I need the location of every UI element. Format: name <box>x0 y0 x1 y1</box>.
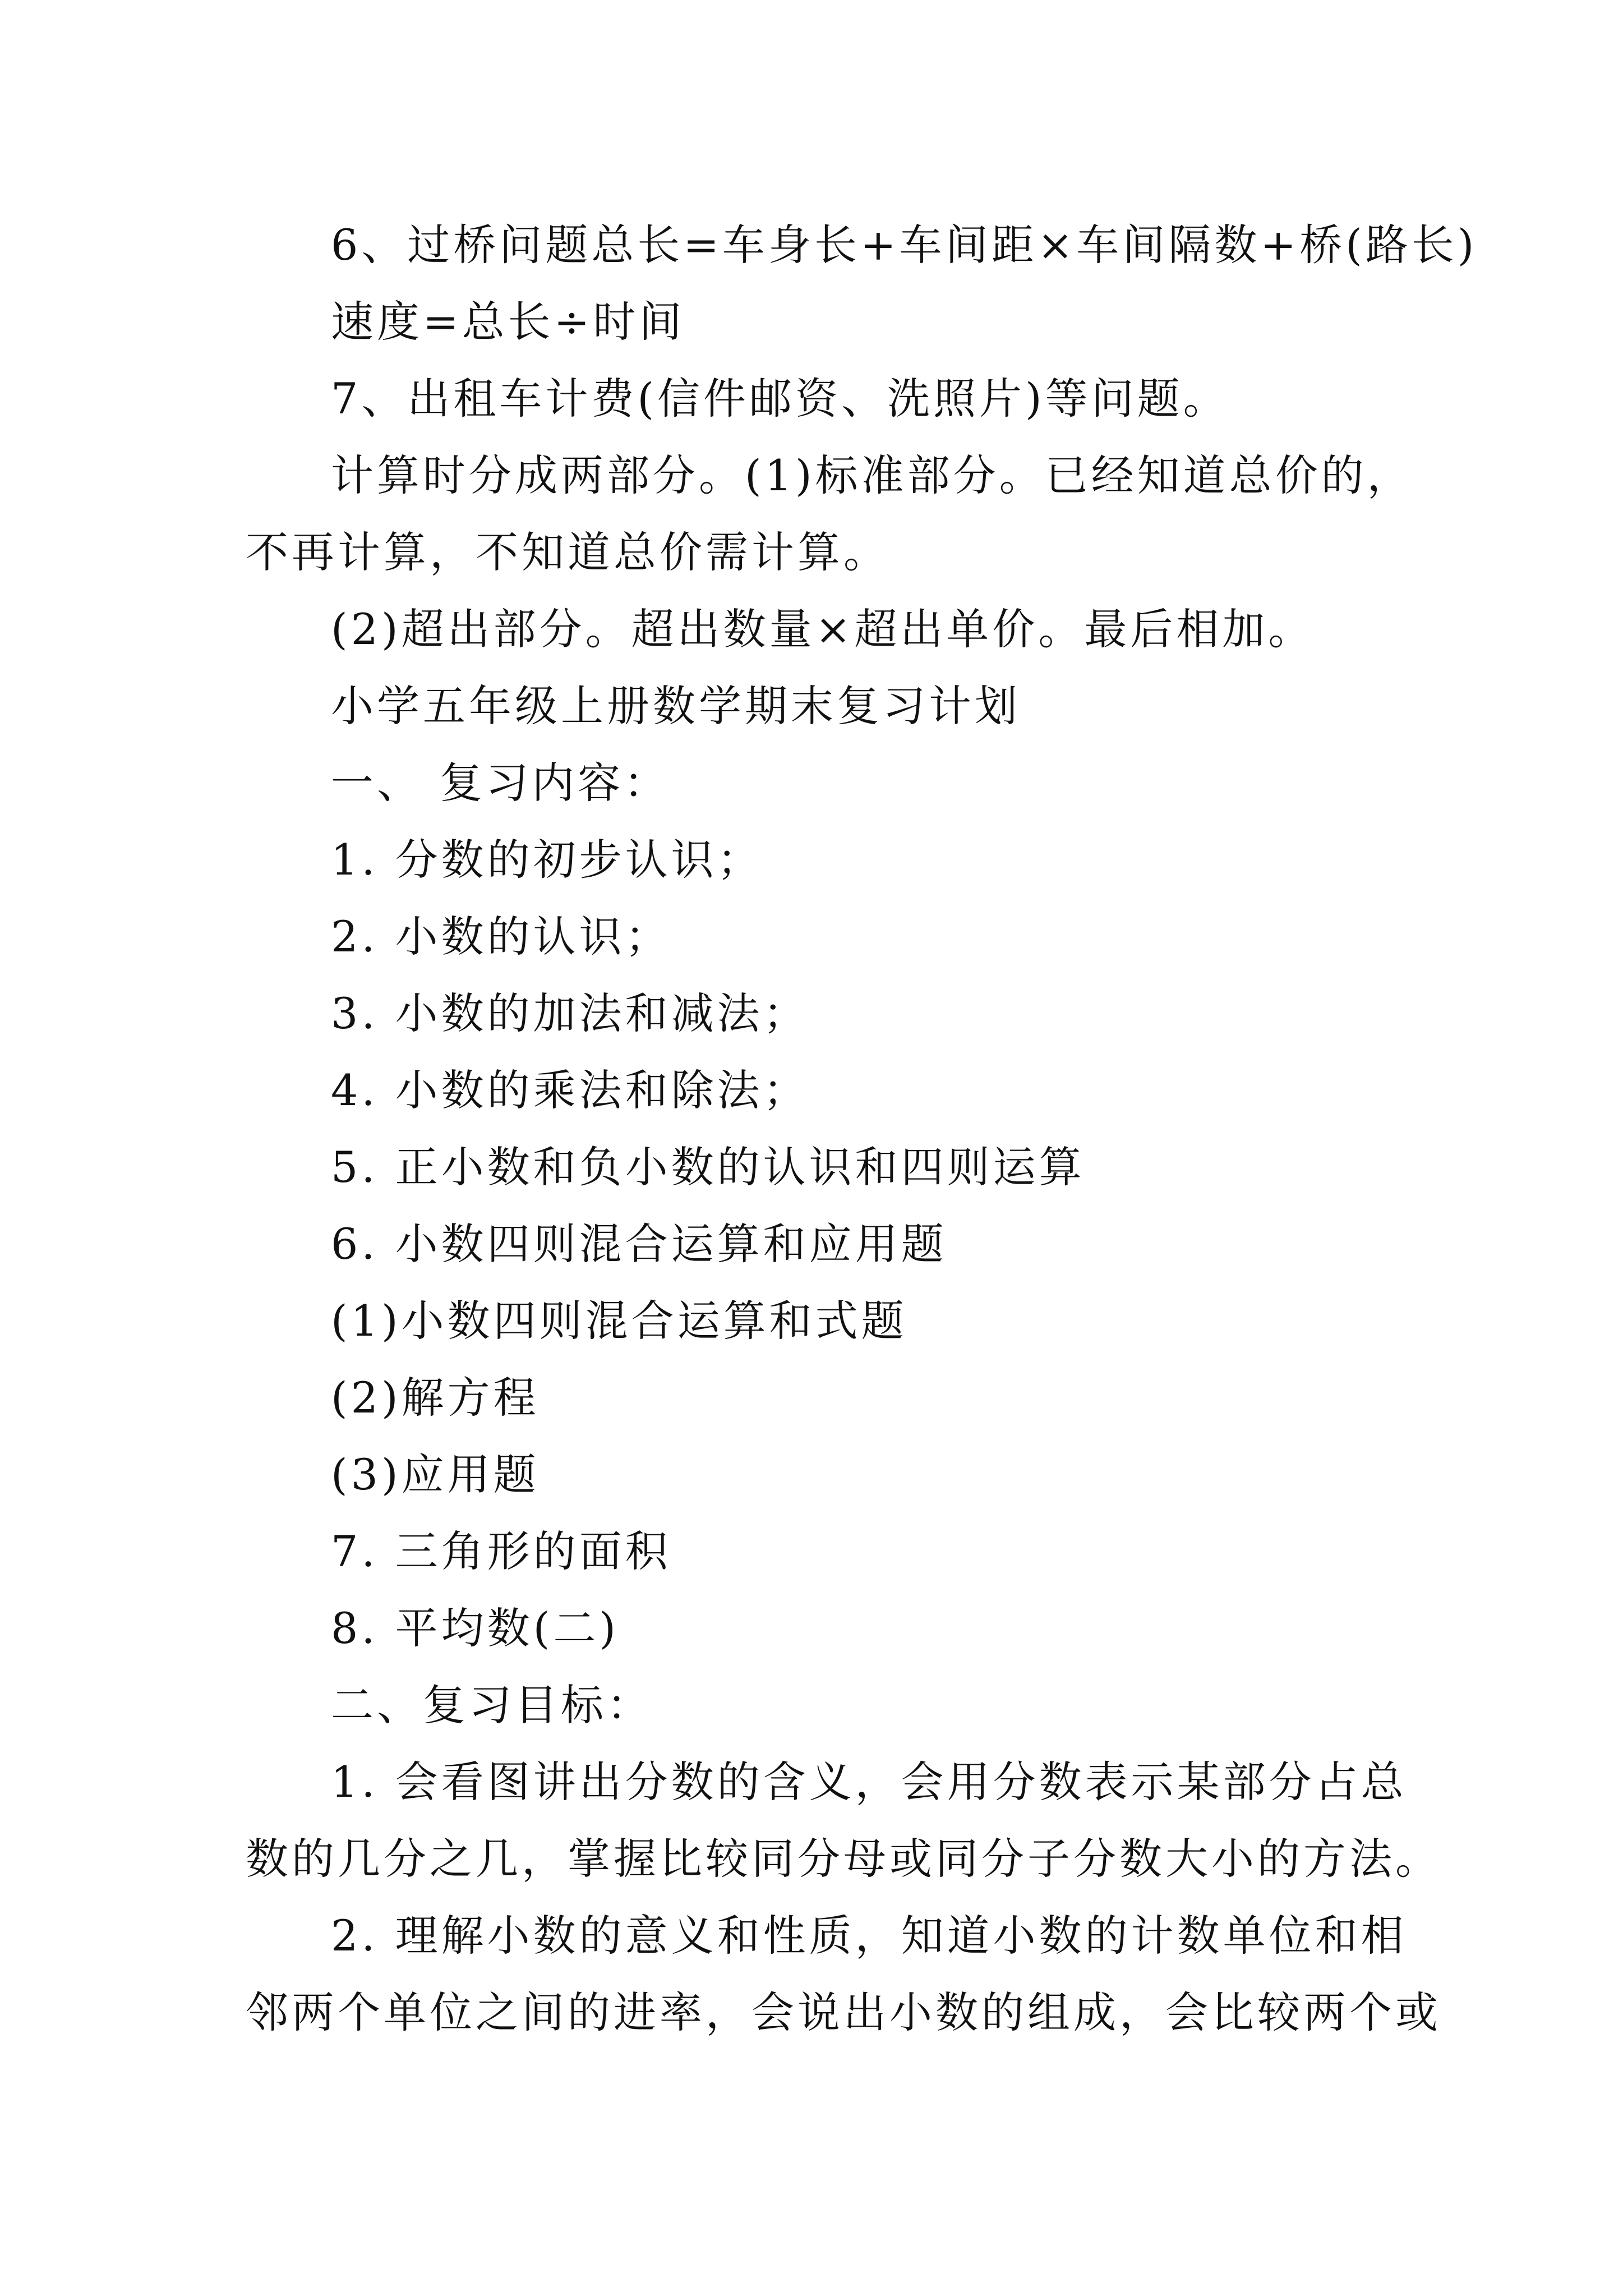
list-item-add-subtract: 3. 小数的加法和减法； <box>331 988 809 1038</box>
text-line-speed-formula: 速度=总长÷时间 <box>331 297 685 347</box>
list-item-multiply-divide: 4. 小数的乘法和除法； <box>331 1065 809 1115</box>
sub-item-equations: (2)解方程 <box>331 1373 540 1423</box>
text-line-bridge-formula: 6、过桥问题总长=车身长+车间距×车间隔数+桥(路长) <box>331 220 1478 270</box>
goal-line-2: 2. 理解小数的意义和性质，知道小数的计数单位和相 <box>331 1911 1407 1961</box>
goal-line-2-cont: 邻两个单位之间的进率，会说出小数的组成，会比较两个或 <box>246 1987 1441 2037</box>
list-item-average: 8. 平均数(二) <box>331 1603 619 1653</box>
list-item-decimals: 2. 小数的认识； <box>331 912 671 961</box>
list-item-mixed-operations: 6. 小数四则混合运算和应用题 <box>331 1219 947 1269</box>
text-line-calc-parts-cont: 不再计算，不知道总价需计算。 <box>246 527 889 577</box>
heading-review-content: 一、 复习内容： <box>331 758 670 808</box>
goal-line-1-cont: 数的几分之几，掌握比较同分母或同分子分数大小的方法。 <box>246 1834 1441 1884</box>
list-item-signed-decimals: 5. 正小数和负小数的认识和四则运算 <box>331 1142 1085 1192</box>
sub-item-expressions: (1)小数四则混合运算和式题 <box>331 1296 907 1346</box>
text-line-excess-part: (2)超出部分。超出数量×超出单价。最后相加。 <box>331 604 1315 654</box>
list-item-fractions: 1. 分数的初步认识； <box>331 835 763 885</box>
text-line-calc-parts: 计算时分成两部分。(1)标准部分。已经知道总价的， <box>331 450 1413 500</box>
text-line-taxi-fare: 7、出租车计费(信件邮资、洗照片)等问题。 <box>331 374 1229 424</box>
sub-item-word-problems: (3)应用题 <box>331 1450 540 1499</box>
goal-line-1: 1. 会看图讲出分数的含义，会用分数表示某部分占总 <box>331 1757 1407 1807</box>
heading-review-goals: 二、复习目标： <box>331 1680 653 1730</box>
list-item-triangle-area: 7. 三角形的面积 <box>331 1526 671 1576</box>
section-title-review-plan: 小学五年级上册数学期末复习计划 <box>331 681 1021 731</box>
